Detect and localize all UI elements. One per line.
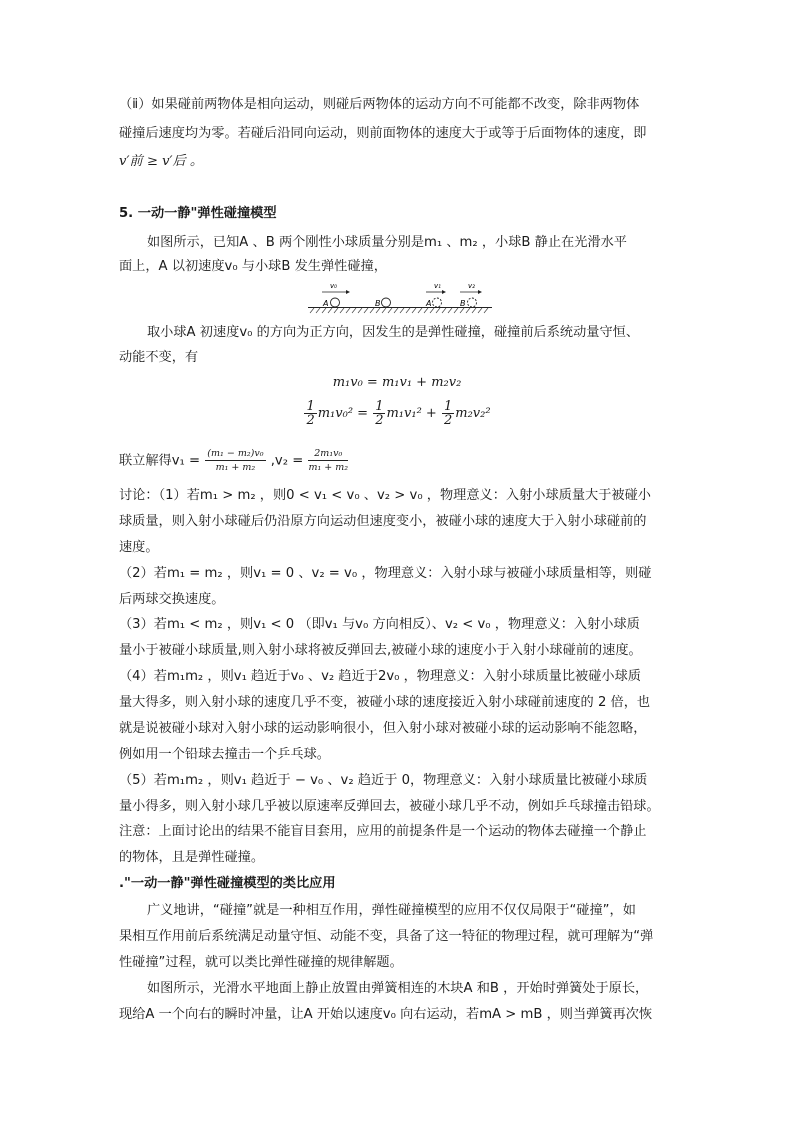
paragraph-line: 现给A 一个向右的瞬时冲量，让A 开始以速度v₀ 向右运动，若mA > mB ，则当弹簧再次恢	[119, 1007, 653, 1022]
fraction-v1: $\frac{\text{(m₁ − m₂)v₀}}{\text{m₁ + m₂}}$	[207, 448, 264, 473]
paragraph-line: 讨论：（1）若m₁ > m₂ ，则0 < v₁ < v₀ 、v₂ > v₀ ，物理意义：入射小球质量大于被碰小	[119, 488, 651, 503]
label-v0: v₀	[330, 282, 337, 290]
label-b-after: B	[460, 299, 466, 308]
fraction-half: $\frac{1}{2}$	[443, 399, 453, 428]
section-heading: ."一动一静"弹性碰撞模型的类比应用	[119, 876, 336, 891]
paragraph-line: 量大得多，则入射小球的速度几乎不变，被碰小球的速度接近入射小球碰前速度的 2 倍，也	[119, 695, 651, 710]
paragraph-line: 速度。	[119, 540, 159, 555]
paragraph-line: 的物体，且是弹性碰撞。	[119, 850, 265, 865]
fraction-half: $\frac{1}{2}$	[306, 399, 315, 428]
paragraph-line: 量小于被碰小球质量,则入射小球将被反弹回去,被碰小球的速度小于入射小球碰前的速度。	[119, 643, 642, 658]
paragraph-line: 量小得多，则入射小球几乎被以原速率反弹回去，被碰小球几乎不动，例如乒乓球撞击铅球。	[119, 799, 660, 814]
paragraph-line: 果相互作用前后系统满足动量守恒、动能不变，具备了这一特征的物理过程，就可理解为“弹	[119, 929, 654, 944]
fraction-v2: $\frac{\text{2m₁v₀}}{\text{m₁ + m₂}}$	[308, 448, 349, 473]
paragraph-line: 后两球交换速度。	[119, 592, 225, 607]
paragraph-line: 球质量，则入射小球碰后仍沿原方向运动但速度变小，被碰小球的速度大于入射小球碰前的	[119, 514, 647, 529]
paragraph-line: （ⅱ）如果碰前两物体是相向运动，则碰后两物体的运动方向不可能都不改变，除非两物体	[119, 97, 640, 112]
paragraph-line: （4）若m₁m₂ ，则v₁ 趋近于v₀ 、v₂ 趋近于2v₀ ，物理意义：入射小球质量比被碰小球质	[119, 669, 641, 684]
paragraph-line: 注意：上面讨论出的结果不能盲目套用，应用的前提条件是一个运动的物体去碰撞一个静止	[119, 824, 647, 839]
inequality-line: v′前 ≥ v′后 。	[119, 154, 204, 169]
label-b: B	[375, 299, 381, 308]
collision-figure	[300, 281, 510, 317]
ball-b	[382, 298, 391, 307]
paragraph-line: （3）若m₁ < m₂ ，则v₁ < 0 （即v₁ 与v₀ 方向相反）、v₂ < v₀ ，物理意义：入射小球质	[119, 617, 640, 632]
label-a: A	[323, 299, 329, 308]
paragraph-line: 例如用一个铅球去撞击一个乒乓球。	[119, 747, 330, 762]
label-v1: v₁	[434, 282, 441, 290]
paragraph-line: 就是说被碰小球对入射小球的运动影响很小，但入射小球对被碰小球的运动影响不能忽略，	[119, 721, 647, 736]
paragraph-line: （2）若m₁ = m₂ ，则v₁ = 0 、v₂ = v₀ ，物理意义：入射小球与被碰小球质量相等，则碰	[119, 566, 652, 581]
label-a-after: A	[426, 299, 432, 308]
paragraph-line: 如图所示，已知A 、B 两个刚性小球质量分别是m₁ 、m₂ ，小球B 静止在光滑水平	[147, 235, 627, 250]
paragraph-line: 取小球A 初速度v₀ 的方向为正方向，因发生的是弹性碰撞，碰撞前后系统动量守恒、	[147, 325, 640, 340]
section-heading: 5. 一动一静"弹性碰撞模型	[119, 206, 277, 221]
paragraph-line: 面上，A 以初速度v₀ 与小球B 发生弹性碰撞，	[119, 259, 387, 274]
paragraph-line: （5）若m₁m₂ ，则v₁ 趋近于 − v₀ 、v₂ 趋近于 0，物理意义：入射小球质量比被碰小球质	[119, 773, 648, 788]
solution-line: 联立解得v₁ = $\frac{\text{(m₁ − m₂)v₀}}{\text{m₁ + m₂}}$ ,v₂ = $\frac{\text{2m₁v₀}}{\text{m₁ + m₂}}$	[119, 448, 349, 473]
ball-a-after	[433, 298, 442, 307]
label-v2: v₂	[468, 282, 475, 290]
energy-equation: $\frac{1}{2}$ m₁v₀² = $\frac{1}{2}$ m₁v₁² + $\frac{1}{2}$ m₂v₂²	[306, 399, 491, 428]
ball-b-after	[468, 298, 477, 307]
paragraph-line: 广义地讲，“碰撞”就是一种相互作用，弹性碰撞模型的应用不仅仅局限于“碰撞”，如	[147, 903, 636, 918]
paragraph-line: 如图所示，光滑水平地面上静止放置由弹簧相连的木块A 和B ，开始时弹簧处于原长，	[147, 981, 649, 996]
paragraph-line: 碰撞后速度均为零。若碰后沿同向运动，则前面物体的速度大于或等于后面物体的速度，即	[119, 126, 647, 141]
paragraph-line: 性碰撞”过程，就可以类比弹性碰撞的规律解题。	[119, 955, 403, 970]
ball-a	[331, 298, 340, 307]
fraction-half: $\frac{1}{2}$	[375, 399, 384, 428]
momentum-equation: m₁v₀ = m₁v₁ + m₂v₂	[332, 375, 462, 390]
paragraph-line: 动能不变，有	[119, 350, 199, 365]
